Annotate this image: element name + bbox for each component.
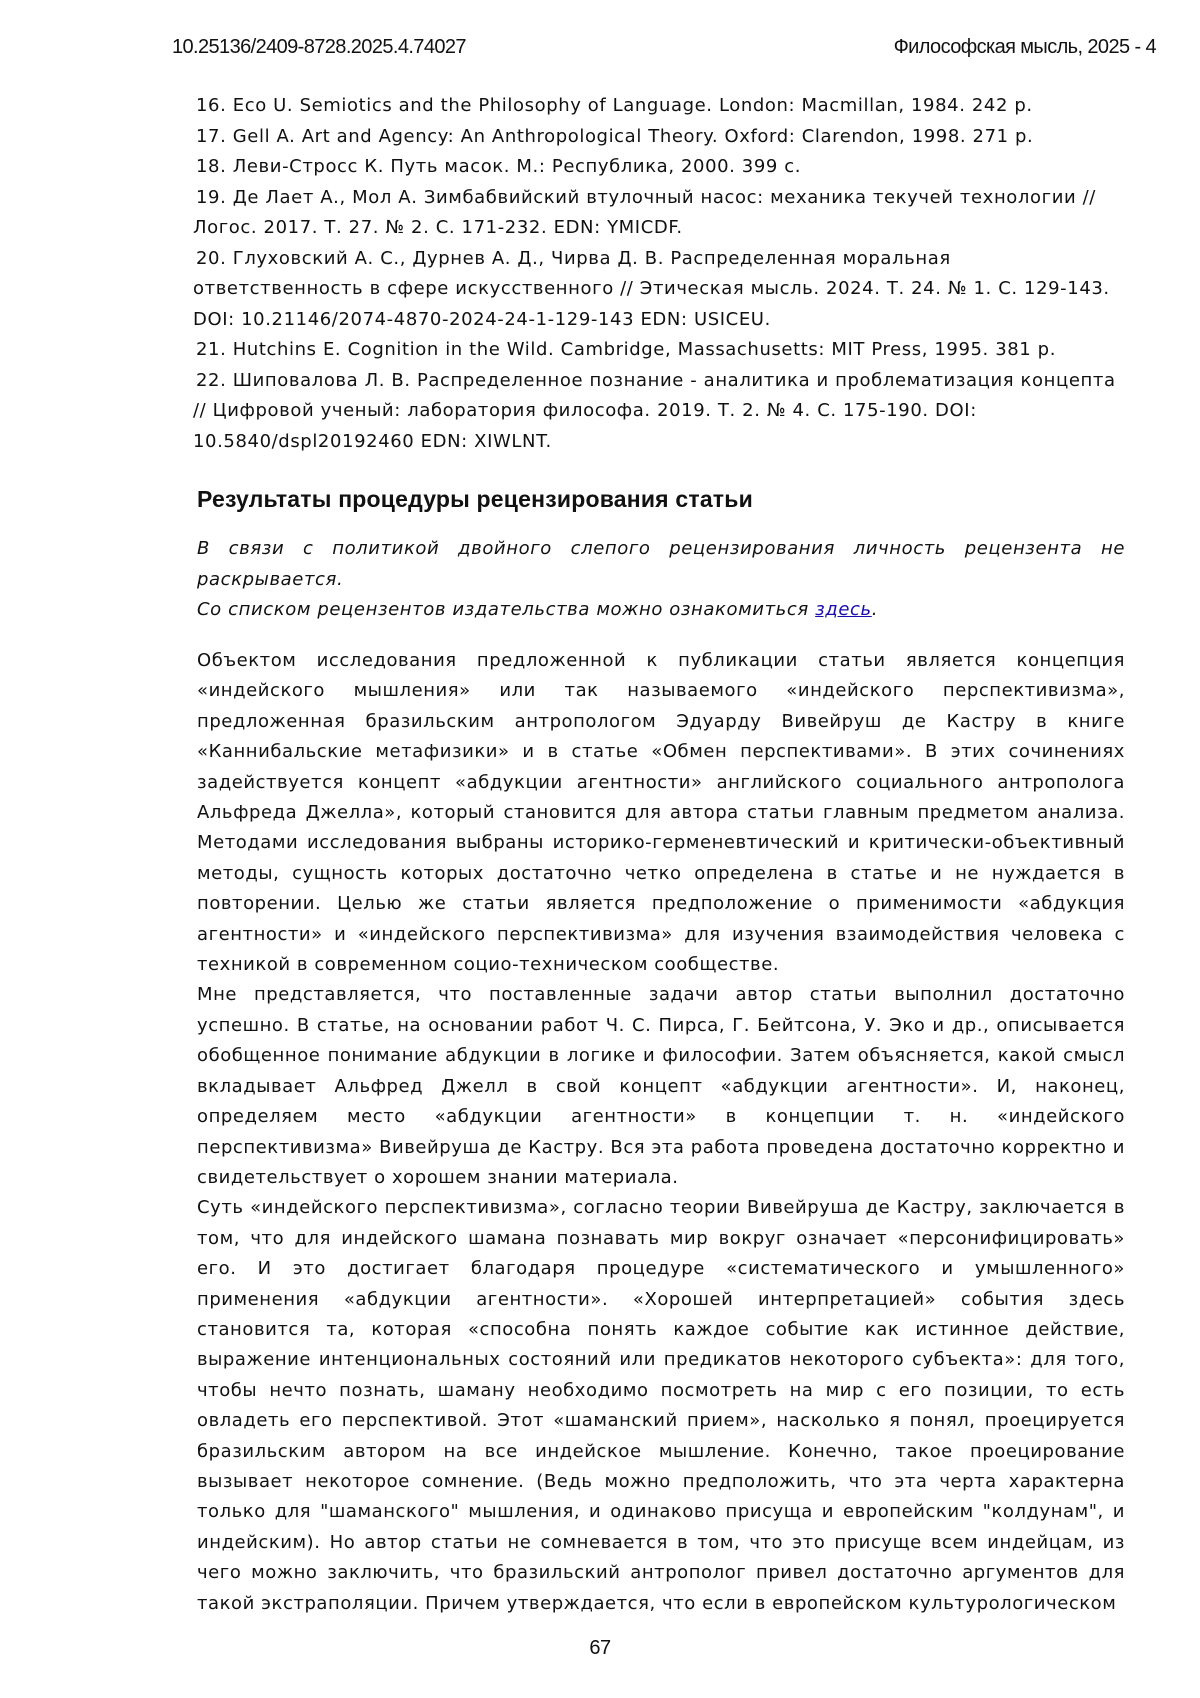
reference-item: 19. Де Лает А., Мол А. Зимбабвийский втулочный насос: механика текучей технологии // Логос. 2017. Т. 27. № 2. С. 171-232. EDN: YMICDF. — [193, 183, 1123, 244]
journal-issue: Философская мысль, 2025 - 4 — [894, 36, 1156, 59]
reviewers-list-text: Со списком рецензентов издательства можно ознакомиться — [197, 599, 815, 620]
review-paragraph: Суть «индейского перспективизма», согласно теории Вивейруша де Кастру, заключается в том, что для индейского шамана познавать мир вокруг означает «персонифицировать» его. И это достигает благодаря процедуре «систематического и умышленного» применения «абдукции агентности». «Хорошей интерпретацией» события здесь становится та, которая «способна понять каждое событие как истинное действие, выражение интенциональных состояний или предикатов некоторого субъекта»: для того, чтобы нечто познать, шаману необходимо посмотреть на мир с его позиции, то есть овладеть его перспективой. Этот «шаманский прием», насколько я понял, проецируется бразильским автором на все индейское мышление. Конечно, такое проецирование вызывает некоторое сомнение. (Ведь можно предположить, что эта черта характерна только для "шаманского" мышления, и одинаково присуща и европейским "колдунам", и индейским). Но автор статьи не сомневается в том, что это присуще всем индейцам, из чего можно заключить, что бразильский антрополог привел достаточно аргументов для такой экстраполяции. Причем утверждается, что если в европейском культурологическом — [197, 1193, 1125, 1619]
page-number: 67 — [0, 1637, 1200, 1660]
reference-item: 16. Eco U. Semiotics and the Philosophy of Language. London: Macmillan, 1984. 242 p. — [193, 91, 1123, 122]
reference-item: 18. Леви-Стросс К. Путь масок. М.: Республика, 2000. 399 с. — [193, 152, 1123, 183]
review-paragraph: Мне представляется, что поставленные задачи автор статьи выполнил достаточно успешно. В статье, на основании работ Ч. С. Пирса, Г. Бейтсона, У. Эко и др., описывается обобщенное понимание абдукции в логике и философии. Затем объясняется, какой смысл вкладывает Альфред Джелл в свой концепт «абдукции агентности». И, наконец, определяем место «абдукции агентности» в концепции т. н. «индейского перспективизма» Вивейруша де Кастру. Вся эта работа проведена достаточно корректно и свидетельствует о хорошем знании материала. — [197, 980, 1125, 1193]
reference-item: 17. Gell A. Art and Agency: An Anthropological Theory. Oxford: Clarendon, 1998. 271 p. — [193, 122, 1123, 153]
reviewers-list-link[interactable]: здесь — [815, 599, 872, 620]
reference-item: 22. Шиповалова Л. В. Распределенное познание - аналитика и проблематизация концепта // Цифровой ученый: лаборатория философа. 2019. Т. 2. № 4. С. 175-190. DOI: 10.5840/dspl20192460 EDN: XIWLNT. — [193, 366, 1123, 458]
review-paragraph: Объектом исследования предложенной к публикации статьи является концепция «индейского мышления» или так называемого «индейского перспективизма», предложенная бразильским антропологом Эдуарду Вивейруш де Кастру в книге «Каннибальские метафизики» и в статье «Обмен перспективами». В этих сочинениях задействуется концепт «абдукции агентности» английского социального антрополога Альфреда Джелла», который становится для автора статьи главным предметом анализа. Методами исследования выбраны историко-герменевтический и критически-объективный методы, сущность которых достаточно четко определена в статье и не нуждается в повторении. Целью же статьи является предположение о применимости «абдукция агентности» и «индейского перспективизма» для изучения взаимодействия человека с техникой в современном социо-техническом сообществе. — [197, 646, 1125, 980]
reviewers-list-period: . — [872, 599, 878, 620]
reference-item: 20. Глуховский А. С., Дурнев А. Д., Чирва Д. В. Распределенная моральная ответственность в сфере искусственного // Этическая мысль. 2024. Т. 24. № 1. С. 129-143. DOI: 10.21146/2074-4870-2024-24-1-129-143 EDN: USICEU. — [193, 244, 1123, 336]
reference-list — [193, 91, 1123, 457]
review-section-heading: Результаты процедуры рецензирования статьи — [197, 486, 753, 513]
running-header — [172, 32, 1156, 62]
policy-statement: В связи с политикой двойного слепого рецензирования личность рецензента не раскрывается. — [197, 534, 1125, 595]
review-policy-note — [197, 534, 1125, 626]
reviewers-list-line — [197, 595, 1125, 626]
reference-item: 21. Hutchins E. Cognition in the Wild. Cambridge, Massachusetts: MIT Press, 1995. 381 p. — [193, 335, 1123, 366]
article-doi: 10.25136/2409-8728.2025.4.74027 — [172, 36, 466, 59]
review-body — [197, 646, 1125, 1619]
journal-page — [0, 0, 1200, 1698]
